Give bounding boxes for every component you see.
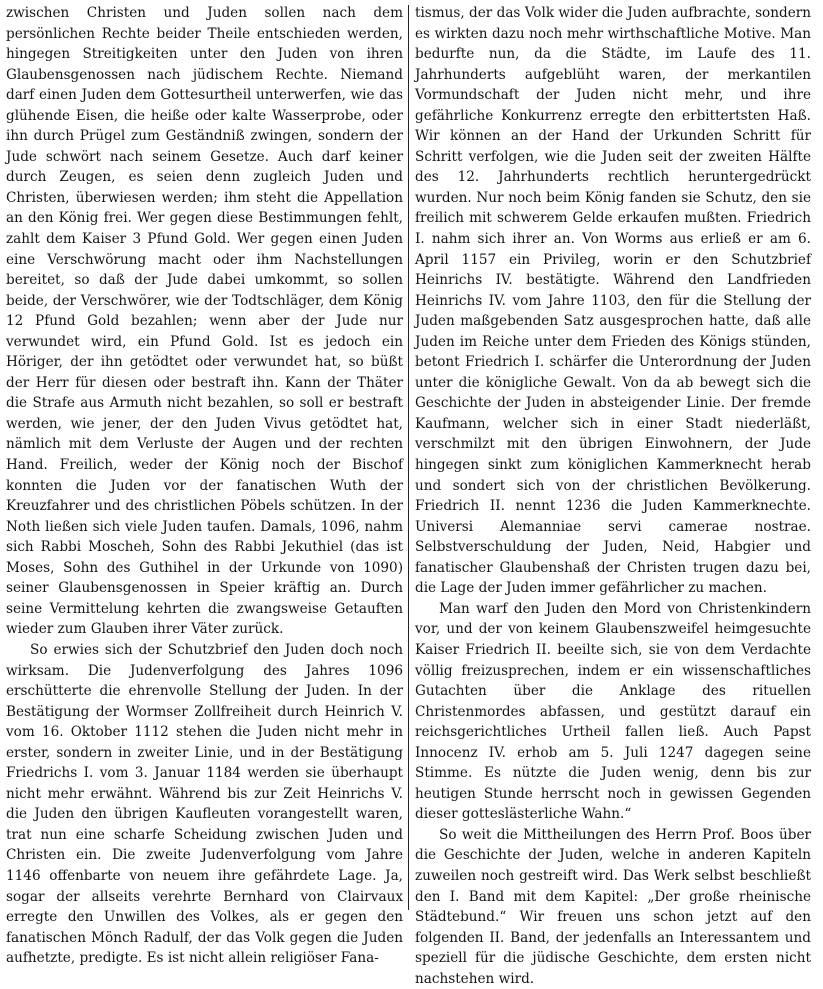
paragraph: tismus, der das Volk wider die Juden aufbrachte, sondern es wirkten dazu noch mehr wirthschaftliche Motive. Man bedurfte nun, da die Städte, im Laufe des 11. Jahrhunderts aufgeblüht waren, der merkantilen Vormundschaft der Juden nicht mehr, und ihre gefährliche Konkurrenz erregte den erbittertsten Haß. Wir können an der Hand der Urkunden Schritt für Schritt verfolgen, wie die Juden seit der zweiten Hälfte des 12. Jahrhunderts rechtlich heruntergedrückt wurden. Nur noch beim König fanden sie Schutz, den sie freilich mit schwerem Gelde erkaufen mußten. Friedrich I. nahm sich ihrer an. Von Worms aus erließ er am 6. April 1157 ein Privileg, worin er den Schutzbrief Heinrichs IV. bestätigte. Während den Landfrieden Heinrichs IV. vom Jahre 1103, den für die Stellung der Juden maßgebenden Satz ausgesprochen hatte, daß alle Juden im Reiche unter dem Frieden des Königs stünden, betont Friedrich I. schärfer die Unterordnung der Juden unter die königliche Gewalt. Von da ab bewegt sich die Geschichte der Juden in absteigender Linie. Der fremde Kaufmann, welcher sich in einer Stadt niederläßt, verschmilzt mit den übrigen Einwohnern, der Jude hingegen sinkt zum königlichen Kammerknecht herab und sondert sich von der christlichen Bevölkerung. Friedrich II. nennt 1236 die Juden Kammerknechte. Universi Alemanniae servi camerae nostrae. Selbstverschuldung der Juden, Neid, Habgier und fanatischer Glaubenshaß der Christen trugen dazu bei, die Lage der Juden immer gefährlicher zu machen. — [415, 5, 811, 597]
right-column — [409, 3, 811, 987]
paragraph: zwischen Christen und Juden sollen nach dem persönlichen Rechte beider Theile entschieden werden, hingegen Streitigkeiten unter den Juden von ihren Glaubensgenossen nach jüdischem Rechte. Niemand darf einen Juden dem Gottesurtheil unterwerfen, wie das glühende Eisen, die heiße oder kalte Wasserprobe, oder ihn durch Prügel zum Geständniß zwingen, sondern der Jude schwört nach seinem Gesetze. Auch darf keiner durch Zeugen, es seien denn zugleich Juden und Christen, überwiesen werden; ihm steht die Appellation an den König frei. Wer gegen diese Bestimmungen fehlt, zahlt dem Kaiser 3 Pfund Gold. Wer gegen einen Juden eine Verschwörung macht oder ihm Nachstellungen bereitet, so daß der Jude dabei umkommt, so sollen beide, der Verschwörer, wie der Todtschläger, dem König 12 Pfund Gold bezahlen; wenn aber der Jude nur verwundet wird, ein Pfund Gold. Ist es jedoch ein Höriger, der ihn getödtet oder verwundet hat, so büßt der Herr für diesen oder bestraft ihn. Kann der Thäter die Strafe aus Armuth nicht bezahlen, so soll er bestraft werden, wie jener, der den Juden Vivus getödtet hat, nämlich mit dem Verluste der Augen und der rechten Hand. Freilich, weder der König noch der Bischof konnten die Juden vor der fanatischen Wuth der Kreuzfahrer und des christlichen Pöbels schützen. In der Noth ließen sich viele Juden taufen. Damals, 1096, nahm sich Rabbi Moscheh, Sohn des Rabbi Jekuthiel (das ist Moses, Sohn des Guthihel in der Urkunde von 1090) seiner Glaubensgenossen in Speier kräftig an. Durch seine Vermittelung kehrten die zwangsweise Getauften wieder zum Glauben ihrer Väter zurück. — [6, 5, 403, 638]
paragraph: So erwies sich der Schutzbrief den Juden doch noch wirksam. Die Judenverfolgung des Jahres 1096 erschütterte die ehrenvolle Stellung der Juden. In der Bestätigung der Wormser Zollfreiheit durch Heinrich V. vom 16. Oktober 1112 stehen die Juden nicht mehr in erster, sondern in zweiter Linie, und in der Bestätigung Friedrichs I. vom 3. Januar 1184 werden sie überhaupt nicht mehr erwähnt. Während bis zur Zeit Heinrichs V. die Juden den übrigen Kaufleuten vorangestellt waren, trat nun eine scharfe Scheidung zwischen Juden und Christen ein. Die zweite Judenverfolgung vom Jahre 1146 offenbarte von neuem ihre gefährdete Lage. Ja, sogar der allseits verehrte Bernhard von Clairvaux erregte den Unwillen des Volkes, als er gegen den fanatischen Mönch Radulf, der das Volk gegen die Juden aufhetzte, predigte. Es ist nicht allein religiöser Fana- — [6, 641, 403, 967]
paragraph: So weit die Mittheilungen des Herrn Prof. Boos über die Geschichte der Juden, welche in anderen Kapiteln zuweilen noch gestreift wird. Das Werk selbst beschließt den I. Band mit dem Kapitel: „Der große rheinische Städtebund.“ Wir freuen uns schon jetzt auf den folgenden II. Band, der jedenfalls an Interessantem und speziell für die jüdische Geschichte, dem ersten nicht nachstehen wird. — [415, 826, 811, 987]
paragraph: Man warf den Juden den Mord von Christenkindern vor, und der von keinem Glaubenszweifel heimgesuchte Kaiser Friedrich II. beeilte sich, sie von dem Verdachte völlig freizusprechen, indem er ein wissenschaftliches Gutachten über die Anklage des rituellen Christenmordes abfassen, und gestützt darauf ein reichsgerichtliches Urtheil fallen ließ. Auch Papst Innocenz IV. erhob am 5. Juli 1247 dagegen seine Stimme. Es nützte die Juden wenig, denn bis zur heutigen Stunde herrscht noch in gewissen Gegenden dieser gotteslästerliche Wahn.“ — [415, 600, 811, 823]
left-column — [6, 3, 408, 967]
